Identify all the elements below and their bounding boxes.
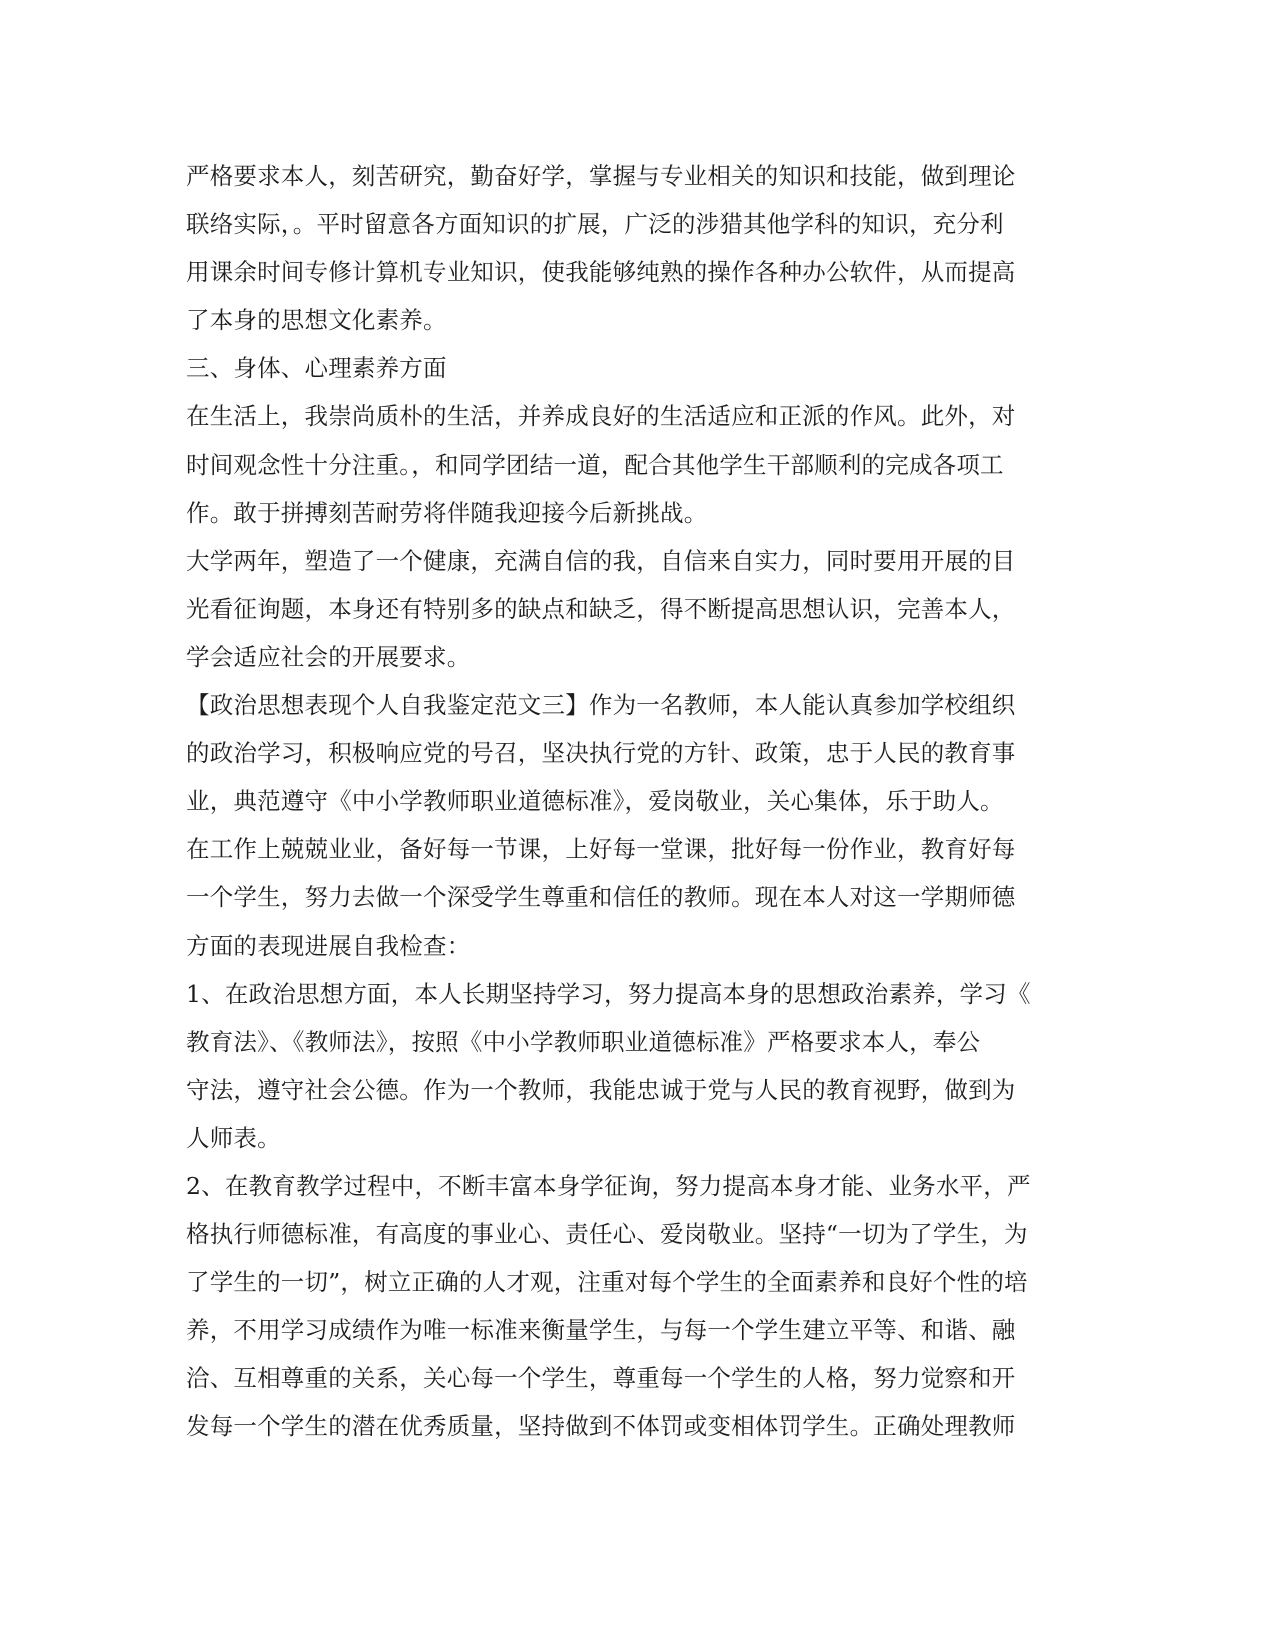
text-line: 作。敢于拼搏刻苦耐劳将伴随我迎接今后新挑战。 (186, 498, 708, 527)
text-line: 洽、互相尊重的关系，关心每一个学生，尊重每一个学生的人格，努力觉察和开 (186, 1364, 1016, 1393)
text-line: 的政治学习，积极响应党的号召，坚决执行党的方针、政策，忠于人民的教育事 (186, 739, 1016, 768)
text-line: 守法，遵守社会公德。作为一个教师，我能忠诚于党与人民的教育视野，做到为 (186, 1075, 1016, 1104)
text-line: 严格要求本人，刻苦研究，勤奋好学，掌握与专业相关的知识和技能，做到理论 (186, 162, 1016, 190)
text-line: 在工作上兢兢业业，备好每一节课，上好每一堂课，批好每一份作业，教育好每 (186, 835, 1016, 864)
text-line: 学会适应社会的开展要求。 (186, 642, 471, 671)
text-line: 了本身的思想文化素养。 (186, 306, 447, 335)
text-line: 联络实际，。平时留意各方面知识的扩展，广泛的涉猎其他学科的知识，充分利 (186, 210, 1004, 239)
text-line: 一个学生，努力去做一个深受学生尊重和信任的教师。现在本人对这一学期师德 (186, 883, 1016, 912)
text-line: 业，典范遵守《中小学教师职业道德标准》，爱岗敬业，关心集体，乐于助人。 (186, 787, 1004, 816)
text-line: 发每一个学生的潜在优秀质量，坚持做到不体罚或变相体罚学生。正确处理教师 (186, 1412, 1016, 1441)
text-line: 1、在政治思想方面，本人长期坚持学习，努力提高本身的思想政治素养，学习《 (186, 979, 1031, 1008)
text-line: 2、在教育教学过程中，不断丰富本身学征询，努力提高本身才能、业务水平，严 (186, 1171, 1031, 1200)
text-line: 方面的表现进展自我检查： (186, 931, 471, 960)
document-body (186, 152, 1066, 1451)
text-line: 时间观念性十分注重。，和同学团结一道，配合其他学生干部顺利的完成各项工 (186, 450, 1004, 479)
text-line: 光看征询题，本身还有特别多的缺点和缺乏，得不断提高思想认识，完善本人， (186, 594, 1016, 623)
section-heading: 三、身体、心理素养方面 (186, 354, 447, 383)
text-line: 了学生的一切”，树立正确的人才观，注重对每个学生的全面素养和良好个性的培 (186, 1268, 1028, 1297)
text-line: 格执行师德标准，有高度的事业心、责任心、爱岗敬业。坚持“一切为了学生，为 (186, 1220, 1028, 1249)
text-line: 养，不用学习成绩作为唯一标准来衡量学生，与每一个学生建立平等、和谐、融 (186, 1316, 1016, 1345)
text-line: 大学两年，塑造了一个健康，充满自信的我，自信来自实力，同时要用开展的目 (186, 546, 1016, 575)
text-line: 教育法》、《教师法》，按照《中小学教师职业道德标准》严格要求本人，奉公 (186, 1027, 981, 1056)
text-line: 人师表。 (186, 1123, 281, 1152)
text-line: 【政治思想表现个人自我鉴定范文三】作为一名教师，本人能认真参加学校组织 (186, 691, 1016, 720)
text-line: 在生活上，我崇尚质朴的生活，并养成良好的生活适应和正派的作风。此外，对 (186, 402, 1016, 431)
text-line: 用课余时间专修计算机专业知识，使我能够纯熟的操作各种办公软件，从而提高 (186, 258, 1016, 287)
